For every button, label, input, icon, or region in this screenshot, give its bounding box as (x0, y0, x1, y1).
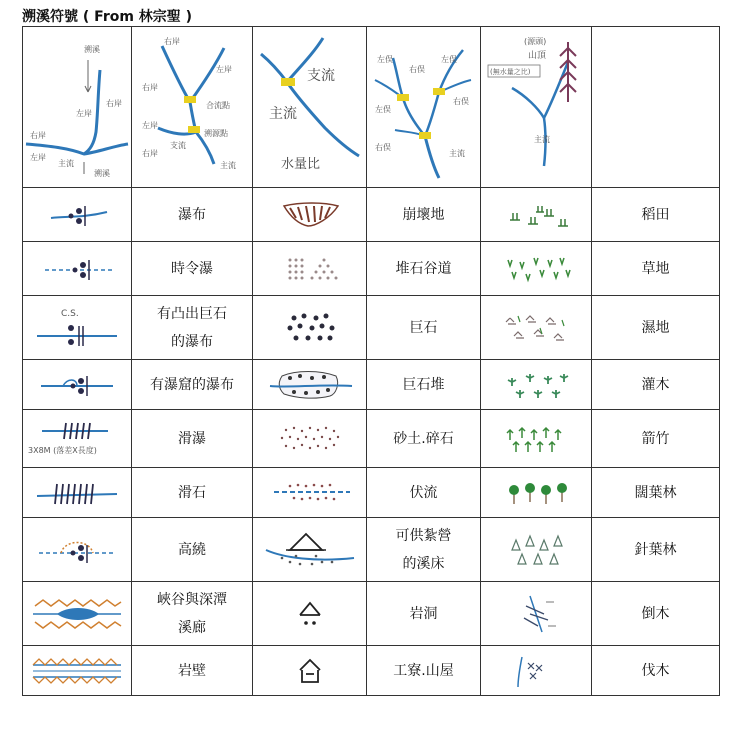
label-seasonal-waterfall: 時令瀑 (132, 242, 253, 296)
boulder-symbol (253, 296, 367, 360)
conifer-forest-symbol (481, 518, 592, 582)
wetland-symbol (481, 296, 592, 360)
label-boulder-pile: 巨石堆 (367, 360, 481, 410)
map-confluence (132, 27, 253, 188)
map2-label: 支流 (170, 141, 186, 150)
label-slide-rock: 滑石 (132, 468, 253, 518)
table-row (23, 518, 720, 582)
seasonal-waterfall-symbol (23, 242, 132, 296)
label-grassland: 草地 (592, 242, 720, 296)
map1-label: 左岸 (30, 153, 46, 162)
map-water-ratio (253, 27, 367, 188)
rock-wall-symbol (23, 646, 132, 696)
table-row (23, 646, 720, 696)
map4-label: 右俣 (374, 143, 391, 152)
map5-label: (無水量之比) (490, 68, 531, 76)
plunge-pool-waterfall-symbol (23, 360, 132, 410)
paddy-symbol (481, 188, 592, 242)
map3-label: 支流 (306, 68, 335, 84)
map1-label: 左岸 (76, 109, 92, 118)
map5-label: (源頭) (524, 37, 547, 46)
label-water-slide: 滑瀑 (132, 410, 253, 468)
label-detour: 高繞 (132, 518, 253, 582)
table-row (23, 296, 720, 360)
label-wetland: 濕地 (592, 296, 720, 360)
campsite-symbol (253, 518, 367, 582)
waterfall-symbol (23, 188, 132, 242)
arrow-bamboo-symbol (481, 410, 592, 468)
map4-label: 右俣 (452, 97, 469, 106)
table-row (23, 360, 720, 410)
boulder-waterfall-symbol (23, 296, 132, 360)
landslide-symbol (253, 188, 367, 242)
label-boulder: 巨石 (367, 296, 481, 360)
label-arrow-bamboo: 箭竹 (592, 410, 720, 468)
map5-label: 主流 (534, 135, 550, 144)
broadleaf-forest-symbol (481, 468, 592, 518)
label-talus-valley: 堆石谷道 (367, 242, 481, 296)
cs-label: C.S. (61, 308, 79, 319)
map4-label: 右俣 (408, 65, 425, 74)
table-row (23, 468, 720, 518)
sand-gravel-symbol (253, 410, 367, 468)
label-gorge-pool: 峽谷與深潭 溪廊 (132, 582, 253, 646)
diagram-row (23, 27, 720, 188)
map2-label: 左岸 (216, 65, 232, 74)
map2-label: 右岸 (142, 83, 158, 92)
water-slide-symbol (23, 410, 132, 468)
symbol-table (22, 26, 720, 696)
label-paddy: 稻田 (592, 188, 720, 242)
page-title: 溯溪符號 ( From 林宗聖 ) (22, 9, 193, 25)
map2-label: 左岸 (142, 121, 158, 130)
table-row (23, 410, 720, 468)
map-forks (367, 27, 481, 188)
slide-note: 3X8M (落差X長度) (28, 445, 97, 455)
boulder-pile-symbol (253, 360, 367, 410)
map-empty (592, 27, 720, 188)
map1-label: 溯溪 (94, 169, 110, 178)
label-broadleaf-forest: 闊葉林 (592, 468, 720, 518)
map3-label: 主流 (268, 106, 297, 122)
cave-symbol (253, 582, 367, 646)
map2-label: 右岸 (164, 37, 180, 46)
label-underground-flow: 伏流 (367, 468, 481, 518)
map4-label: 左俣 (374, 105, 391, 114)
label-sand-gravel: 砂土.碎石 (367, 410, 481, 468)
label-cave: 岩洞 (367, 582, 481, 646)
map4-label: 主流 (448, 149, 465, 158)
map4-label: 左俣 (440, 55, 457, 64)
slide-rock-symbol (23, 468, 132, 518)
label-conifer-forest: 針葉林 (592, 518, 720, 582)
label-shrub: 灌木 (592, 360, 720, 410)
hut-symbol (253, 646, 367, 696)
underground-flow-symbol (253, 468, 367, 518)
map2-label: 合流點 (206, 101, 230, 110)
map4-label: 左俣 (376, 55, 393, 64)
map1-label: 右岸 (30, 131, 46, 140)
talus-valley-symbol (253, 242, 367, 296)
label-waterfall: 瀑布 (132, 188, 253, 242)
detour-symbol (23, 518, 132, 582)
table-row (23, 242, 720, 296)
map2-label: 主流 (220, 161, 236, 170)
map2-label: 右岸 (142, 149, 158, 158)
map2-label: 溯源點 (204, 129, 228, 138)
label-boulder-waterfall: 有凸出巨石 的瀑布 (132, 296, 253, 360)
map-bank-sides (23, 27, 132, 188)
shrub-symbol (481, 360, 592, 410)
map1-label: 主流 (58, 159, 74, 168)
logging-symbol (481, 646, 592, 696)
gorge-pool-symbol (23, 582, 132, 646)
label-fallen-tree: 倒木 (592, 582, 720, 646)
label-logging: 伐木 (592, 646, 720, 696)
map3-label: 水量比 (280, 157, 320, 172)
map5-label: 山頂 (528, 51, 547, 61)
map1-label: 溯溪 (84, 45, 100, 54)
fallen-tree-symbol (481, 582, 592, 646)
map1-label: 右岸 (106, 99, 122, 108)
grassland-symbol (481, 242, 592, 296)
table-row (23, 582, 720, 646)
label-rock-wall: 岩壁 (132, 646, 253, 696)
label-campsite: 可供紮營 的溪床 (367, 518, 481, 582)
label-hut: 工寮.山屋 (367, 646, 481, 696)
table-row (23, 188, 720, 242)
map-headwater (481, 27, 592, 188)
label-plunge-pool-waterfall: 有瀑窟的瀑布 (132, 360, 253, 410)
label-landslide: 崩壞地 (367, 188, 481, 242)
